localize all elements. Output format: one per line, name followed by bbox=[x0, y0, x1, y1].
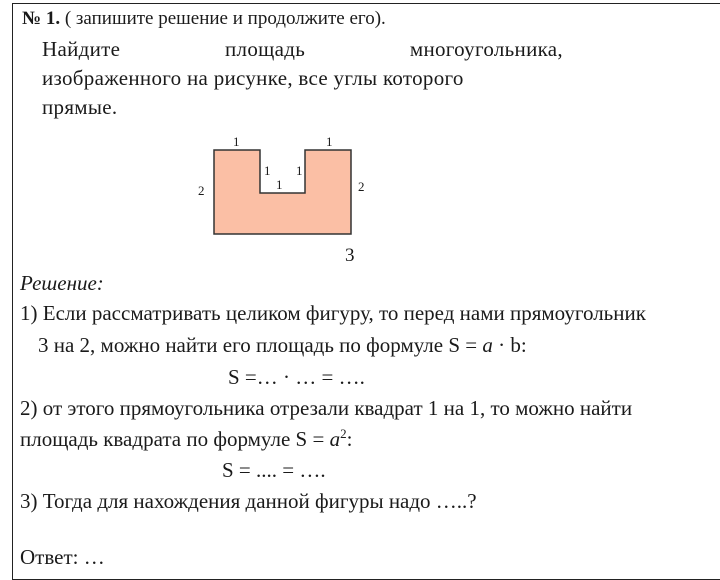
step2-var-a: a bbox=[329, 427, 341, 451]
step2-line2-text: площадь квадрата по формуле S = bbox=[20, 427, 330, 451]
step2-line2-suffix: : bbox=[346, 427, 353, 451]
step3-line: 3) Тогда для нахождения данной фигуры надо …..? bbox=[20, 489, 477, 513]
step1-line2 bbox=[38, 333, 527, 358]
task-line-3: прямые. bbox=[42, 95, 118, 119]
task-line-2: изображенного на рисунке, все углы которого bbox=[42, 66, 464, 90]
label-top-left: 1 bbox=[233, 134, 240, 149]
task-number: № 1. bbox=[22, 8, 61, 29]
task-word: многоугольника, bbox=[409, 37, 563, 61]
task-statement bbox=[42, 35, 563, 122]
label-notch-bottom: 1 bbox=[276, 177, 283, 192]
task-note: ( запишите решение и продолжите его). bbox=[60, 8, 386, 29]
step1-formula: S =… · … = …. bbox=[228, 365, 365, 389]
task-header bbox=[22, 8, 386, 30]
step2-line1: 2) от этого прямоугольника отрезали квадрат 1 на 1, то можно найти bbox=[20, 396, 633, 420]
label-right: 2 bbox=[358, 179, 365, 194]
step2-line2 bbox=[20, 427, 352, 452]
answer-line: Ответ: … bbox=[20, 545, 105, 569]
label-top-right: 1 bbox=[326, 134, 333, 149]
polygon-shape bbox=[214, 150, 351, 234]
step1-line2-suffix: · b: bbox=[492, 333, 527, 357]
task-word: Найдите bbox=[42, 37, 121, 61]
solution-heading: Решение: bbox=[20, 271, 104, 295]
task-word: площадь bbox=[225, 37, 306, 61]
label-bottom: 3 bbox=[345, 245, 355, 266]
step2-exponent: 2 bbox=[340, 426, 347, 441]
polygon-figure bbox=[190, 130, 380, 270]
task-line-1 bbox=[42, 35, 563, 64]
step1-var-a: a bbox=[482, 333, 493, 357]
label-left: 2 bbox=[198, 183, 205, 198]
label-notch-left: 1 bbox=[264, 163, 271, 178]
step1-line2-text: 3 на 2, можно найти его площадь по формуле S = bbox=[38, 333, 483, 357]
label-notch-right: 1 bbox=[296, 163, 303, 178]
step2-formula: S = .... = …. bbox=[222, 458, 326, 482]
step1-line1: 1) Если рассматривать целиком фигуру, то перед нами прямоугольник bbox=[20, 301, 646, 325]
